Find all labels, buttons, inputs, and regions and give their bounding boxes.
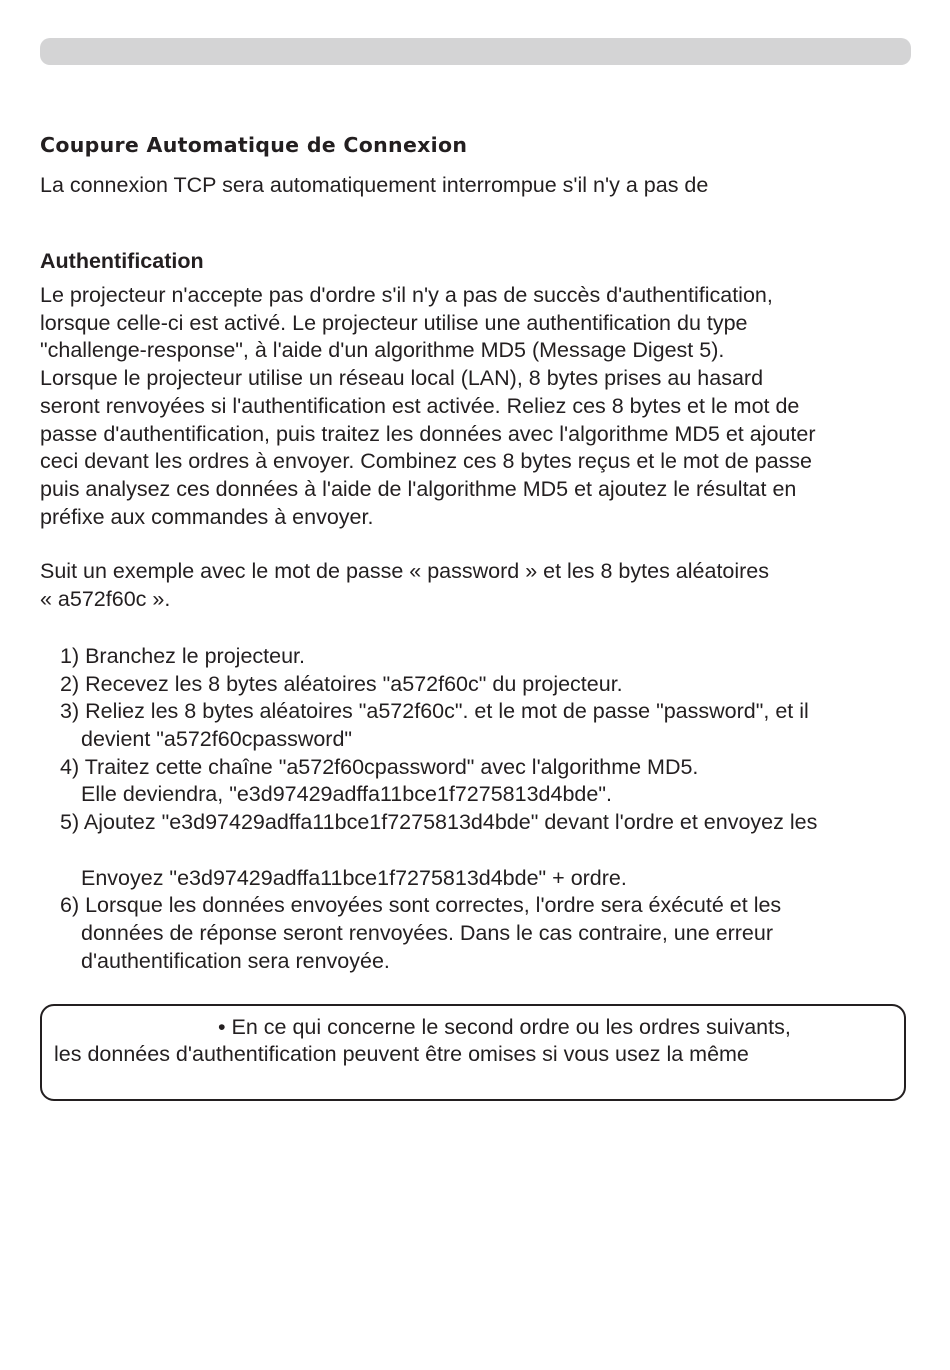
paragraph-line: Suit un exemple avec le mot de passe « password » et les 8 bytes aléatoires [40, 559, 770, 583]
paragraph-line: « a572f60c ». [40, 586, 171, 611]
paragraph-line: "challenge-response", à l'aide d'un algorithme MD5 (Message Digest 5). [40, 338, 725, 363]
paragraph-line: puis analysez ces données à l'aide de l'algorithme MD5 et ajoutez le résultat en [40, 476, 797, 501]
step-line: données de réponse seront renvoyées. Dans le cas contraire, une erreur [81, 920, 773, 945]
step-line [60, 837, 817, 865]
step-line: 5) Ajoutez "e3d97429adffa11bce1f7275813d4bde" devant l'ordre et envoyez les [60, 810, 818, 835]
authentication-paragraph [40, 282, 815, 531]
step-line: 2) Recevez les 8 bytes aléatoires "a572f60c" du projecteur. [60, 671, 623, 696]
step-line: 4) Traitez cette chaîne "a572f60cpassword" avec l'algorithme MD5. [60, 754, 699, 779]
step-line: Envoyez "e3d97429adffa11bce1f7275813d4bde" + ordre. [81, 865, 627, 890]
header-bar [40, 38, 911, 65]
section-title-authentication: Authentification [40, 249, 204, 273]
paragraph-line: préfixe aux commandes à envoyer. [40, 504, 374, 529]
step-line: 1) Branchez le projecteur. [60, 644, 305, 668]
auto-disconnect-text: La connexion TCP sera automatiquement interrompue s'il n'y a pas de [40, 173, 709, 197]
step-line: d'authentification sera renvoyée. [81, 948, 390, 973]
paragraph-line: seront renvoyées si l'authentification est activée. Reliez ces 8 bytes et le mot de [40, 393, 800, 418]
step-line: 6) Lorsque les données envoyées sont correctes, l'ordre sera éxécuté et les [60, 893, 782, 918]
section-title-auto-disconnect: Coupure Automatique de Connexion [40, 133, 468, 157]
steps-list [60, 643, 817, 975]
paragraph-line: Le projecteur n'accepte pas d'ordre s'il n'y a pas de succès d'authentification, [40, 283, 773, 307]
note-box [40, 1004, 906, 1101]
step-line: Elle deviendra, "e3d97429adffa11bce1f7275813d4bde". [81, 782, 612, 807]
step-line: 3) Reliez les 8 bytes aléatoires "a572f60c". et le mot de passe "password", et il [60, 699, 809, 724]
paragraph-line: lorsque celle-ci est activé. Le projecteur utilise une authentification du type [40, 310, 748, 335]
note-line: les données d'authentification peuvent être omises si vous usez la même [54, 1042, 749, 1066]
note-line: • En ce qui concerne le second ordre ou les ordres suivants, [218, 1015, 791, 1039]
paragraph-line: passe d'authentification, puis traitez les données avec l'algorithme MD5 et ajouter [40, 421, 816, 446]
paragraph-line: ceci devant les ordres à envoyer. Combinez ces 8 bytes reçus et le mot de passe [40, 449, 813, 474]
paragraph-line: Lorsque le projecteur utilise un réseau local (LAN), 8 bytes prises au hasard [40, 366, 764, 391]
example-paragraph [40, 558, 769, 613]
step-line: devient "a572f60cpassword" [81, 727, 353, 752]
